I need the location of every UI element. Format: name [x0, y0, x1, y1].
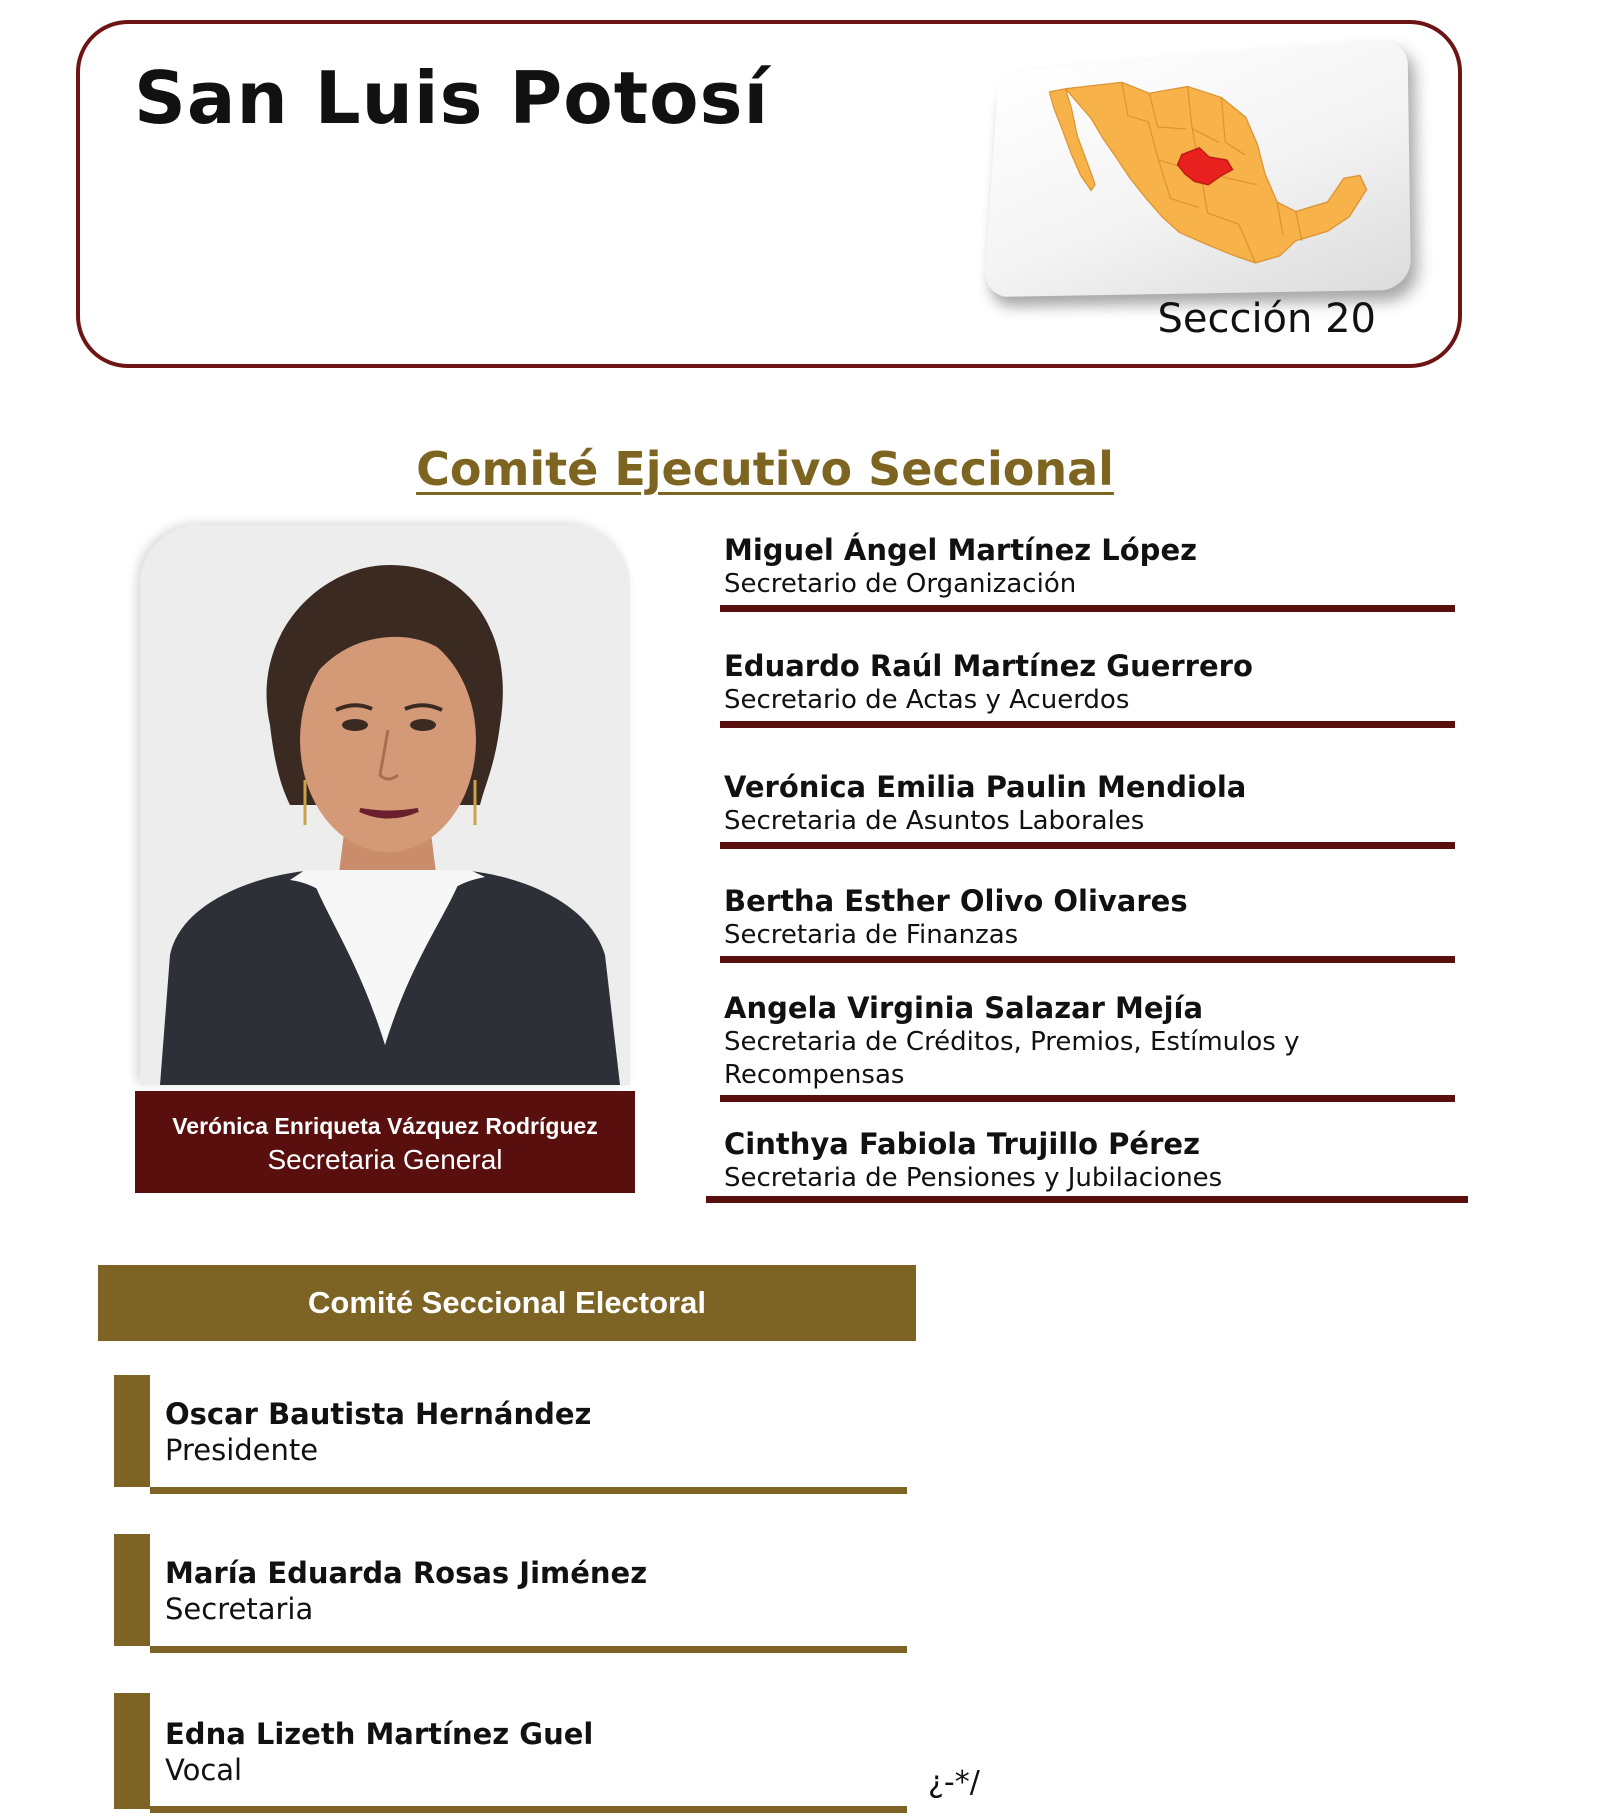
member-divider — [720, 721, 1455, 728]
member-accent-bar — [114, 1534, 150, 1646]
member-role: Vocal — [165, 1753, 243, 1787]
member-divider — [720, 842, 1455, 849]
member-accent-bar — [114, 1693, 150, 1809]
state-title: San Luis Potosí — [134, 56, 770, 140]
member-role: Secretario de Organización — [724, 569, 1077, 599]
map-card — [984, 37, 1412, 297]
electoral-member — [165, 1396, 591, 1468]
member-name: María Eduarda Rosas Jiménez — [165, 1556, 648, 1590]
member-role: Presidente — [165, 1433, 319, 1467]
electoral-member — [165, 1555, 647, 1627]
member-role: Secretaria de Pensiones y Jubilaciones — [724, 1163, 1223, 1193]
member-name: Angela Virginia Salazar Mejía — [724, 991, 1204, 1025]
member-accent-bar — [114, 1375, 150, 1487]
member-name: Edna Lizeth Martínez Guel — [165, 1717, 594, 1751]
executive-committee-heading: Comité Ejecutivo Seccional — [416, 442, 1114, 496]
member-role: Secretaria — [165, 1592, 314, 1626]
leader-caption — [135, 1091, 635, 1193]
member-role: Secretaria de Créditos, Premios, Estímulos y Recompensas — [724, 1027, 1300, 1090]
mexico-map-icon — [1002, 45, 1383, 289]
member-name: Bertha Esther Olivo Olivares — [724, 884, 1188, 918]
leader-photo — [140, 525, 630, 1085]
executive-member — [724, 883, 1364, 952]
member-role: Secretario de Actas y Acuerdos — [724, 685, 1130, 715]
section-label: Sección 20 — [1157, 296, 1376, 342]
member-divider — [150, 1646, 907, 1653]
member-divider — [150, 1806, 907, 1813]
member-name: Verónica Emilia Paulin Mendiola — [724, 770, 1247, 804]
member-divider — [720, 1095, 1455, 1102]
executive-member — [724, 990, 1364, 1092]
member-name: Miguel Ángel Martínez López — [724, 533, 1197, 567]
executive-member — [724, 648, 1364, 717]
stray-text: ¿-*/ — [928, 1765, 980, 1800]
member-divider — [720, 605, 1455, 612]
member-name: Eduardo Raúl Martínez Guerrero — [724, 649, 1253, 683]
member-role: Secretaria de Finanzas — [724, 920, 1019, 950]
leader-portrait-image — [140, 525, 630, 1085]
member-divider — [150, 1487, 907, 1494]
member-name: Cinthya Fabiola Trujillo Pérez — [724, 1127, 1200, 1161]
electoral-committee-heading: Comité Seccional Electoral — [98, 1265, 916, 1341]
member-divider — [706, 1196, 1468, 1203]
executive-member — [724, 1126, 1364, 1195]
member-name: Oscar Bautista Hernández — [165, 1397, 592, 1431]
leader-name: Verónica Enriqueta Vázquez Rodríguez — [172, 1113, 598, 1139]
header-card — [76, 20, 1462, 368]
executive-member — [724, 769, 1364, 838]
member-divider — [720, 956, 1455, 963]
leader-role: Secretaria General — [267, 1144, 503, 1175]
executive-member — [724, 532, 1364, 601]
member-role: Secretaria de Asuntos Laborales — [724, 806, 1145, 836]
electoral-member — [165, 1716, 593, 1788]
